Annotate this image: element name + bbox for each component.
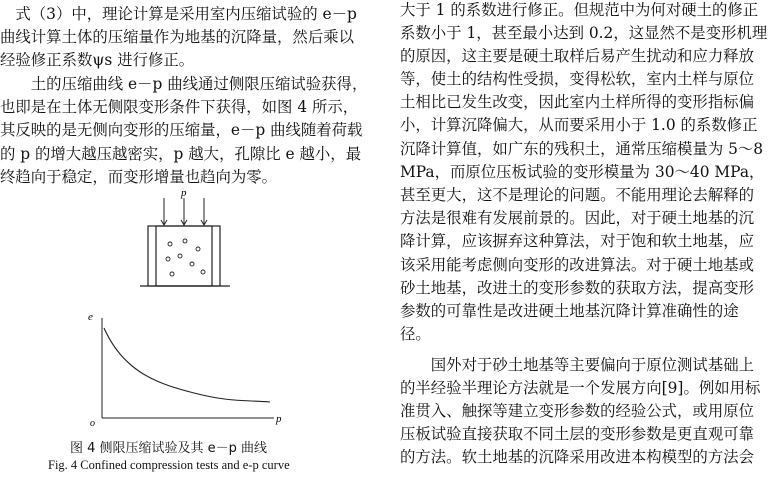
- soil-particles: [166, 239, 205, 276]
- load-arrows: [161, 198, 207, 225]
- e-p-curve: [104, 328, 270, 402]
- right-line-2: 系数小于 1，甚至最小达到 0.2，这显然不是变形机理: [400, 24, 768, 42]
- right-line-19: 压板试验直接获取不同土层的变形参数是更直观可靠: [400, 425, 754, 443]
- right-line-12: 该采用能考虑侧向变形的改进算法。对于硬土地基或: [400, 256, 754, 274]
- left-line-1: 式（3）中，理论计算是采用室内压缩试验的 e－p: [0, 5, 357, 23]
- right-line-18: 准贯入、触探等建立变形参数的经验公式，或用原位: [400, 402, 754, 420]
- confining-ring: [140, 226, 230, 286]
- left-line-6: 其反映的是无侧向变形的压缩量，e－p 曲线随着荷载: [0, 121, 363, 139]
- right-line-10: 方法是很难有发展前景的。因此，对于硬土地基的沉: [400, 209, 754, 227]
- right-line-6: 小，计算沉降偏大，从而要采用小于 1.0 的系数修正: [400, 116, 758, 134]
- x-axis-label: p: [276, 413, 282, 425]
- left-line-8: 终趋向于稳定，而变形增量也趋向为零。: [0, 168, 278, 186]
- curve-axes: [102, 318, 274, 418]
- right-line-15: 径。: [400, 325, 431, 343]
- right-line-13: 砂土地基，改进土的变形参数的获取方法，提高变形: [400, 279, 754, 297]
- figure-caption-en: Fig. 4 Confined compression tests and e-p curve: [48, 458, 290, 472]
- left-line-7: 的 p 的增大越压越密实，p 越大，孔隙比 e 越小，最: [0, 145, 362, 163]
- right-line-20: 的方法。软土地基的沉降采用改进本构模型的方法会: [400, 448, 754, 466]
- load-label: p: [181, 188, 187, 199]
- left-line-4: 土的压缩曲线 e－p 曲线通过侧限压缩试验获得，: [0, 75, 368, 93]
- figure-caption-cn: 图 4 侧限压缩试验及其 e－p 曲线: [70, 441, 268, 456]
- right-line-7: 沉降计算值，如广东的残积土，通常压缩模量为 5～8: [400, 140, 764, 158]
- right-line-16: 国外对于砂土地基等主要偏向于原位测试基础上: [400, 356, 754, 374]
- right-line-1: 大于 1 的系数进行修正。但规范中为何对硬土的修正: [400, 1, 759, 19]
- figure-4: [84, 188, 294, 458]
- right-line-3: 的原因，这主要是硬土取样后易产生扰动和应力释放: [400, 47, 754, 65]
- origin-label: o: [90, 418, 95, 429]
- right-line-14: 参数的可靠性是改进硬土地基沉降计算准确性的途: [400, 302, 739, 320]
- left-line-3: 经验修正系数ψs 进行修正。: [0, 51, 195, 69]
- right-line-9: 甚至更大，这不是理论的问题。不能用理论去解释的: [400, 186, 754, 204]
- right-line-11: 降计算，应该摒弃这种算法，对于饱和软土地基，应: [400, 232, 754, 250]
- left-line-5: 也即是在土体无侧限变形条件下获得，如图 4 所示，: [0, 98, 359, 116]
- right-line-8: MPa，而原位压板试验的变形模量为 30～40 MPa，: [400, 163, 765, 181]
- right-line-4: 等，使土的结构性受损，变得松软，室内土样与原位: [400, 70, 754, 88]
- y-axis-label: e: [88, 311, 93, 323]
- right-line-5: 土相比已发生改变，因此室内土样所得的变形指标偏: [400, 93, 754, 111]
- right-line-17: 的半经验半理论方法就是一个发展方向[9]。例如用标: [400, 379, 761, 397]
- left-line-2: 曲线计算土体的压缩量作为地基的沉降量，然后乘以: [0, 28, 354, 46]
